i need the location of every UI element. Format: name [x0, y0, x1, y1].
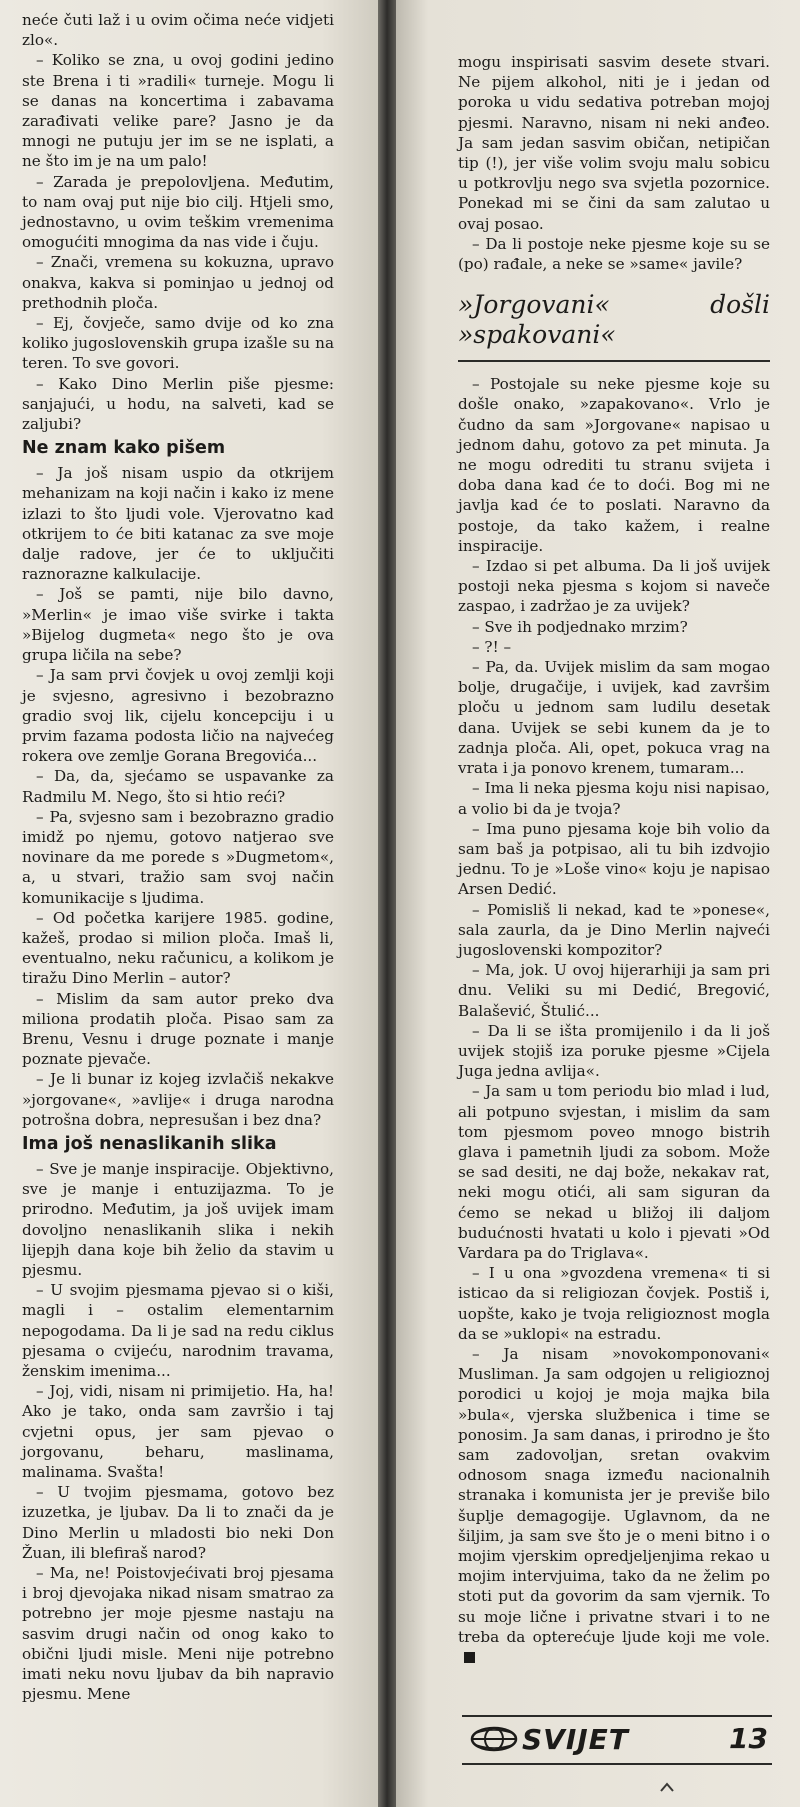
answer-paragraph: – Ja još nisam uspio da otkrijem mehanizam na koji način i kako iz mene izlazi to što ljudi vole. Vjerovatno kad otkrijem to će biti katanac za sve moje dalje radove, jer će to uključiti raznorazne kalkulacije. — [22, 464, 334, 584]
page-gutter — [378, 0, 396, 1807]
final-answer-text: – Ja nisam »novokomponovani« Musliman. Ja sam odgojen u religioznoj porodici u kojoj je moja majka bila »bula«, vjerska službenica i time se ponosim. Ja sam danas, i prirodno je što sam zadovoljan, sretan ovakvim odnosom snaga između nacionalnih stranaka i komunista jer je previše bilo šuplje demagogije. Uglavnom, da ne šiljim, ja sam sve što je o meni bitno i o mojim vjerskim opredjeljenjima rekao u mojim intervjuima, tako da ne želim po stoti put da govorim da sam vjernik. To su moje lične i privatne stvari i to ne treba da opterećuje ljude koji me vole. — [458, 1344, 770, 1646]
answer-paragraph: – Mislim da sam autor preko dva miliona prodatih ploča. Pisao sam za Brenu, Vesnu i druge poznate i manje poznate pjevače. — [22, 989, 334, 1069]
question-paragraph: – Je li bunar iz kojeg izvlačiš nekakve »jorgovane«, »avlije« i druga narodna potrošna dobra, nepresušan i bez dna? — [22, 1070, 334, 1129]
page-number: 13 — [729, 1722, 768, 1755]
section-headline: »Jorgovani« došli »spakovani« — [458, 290, 770, 362]
magazine-footer — [462, 1715, 772, 1765]
answer-paragraph: – Ima puno pjesama koje bih volio da sam baš ja potpisao, ali tu bih izdvojio jednu. To je »Loše vino« koju je napisao Arsen Dedić. — [458, 819, 770, 899]
left-article-column — [22, 10, 334, 1704]
question-paragraph: – Kako Dino Merlin piše pjesme: sanjajući, u hodu, na salveti, kad se zaljubi? — [22, 374, 334, 434]
globe-logo-icon — [470, 1726, 518, 1752]
answer-paragraph: – Ma, ne! Poistovjećivati broj pjesama i broj djevojaka nikad nisam smatrao za potrebno jer moje pjesme nastaju na sasvim drugi način od onog kako to obični ljudi misle. Meni nije potrebno imati neku novu ljubav da bih napravio pjesmu. Mene — [22, 1564, 334, 1704]
question-paragraph: – U tvojim pjesmama, gotovo bez izuzetka, je ljubav. Da li to znači da je Dino Merlin u mladosti bio neki Don Žuan, ili blefiraš narod? — [22, 1483, 334, 1562]
subheading-nenaslikane-slike: Ima još nenaslikanih slika — [22, 1133, 277, 1154]
answer-paragraph: – Ej, čovječe, samo dvije od ko zna koliko jugoslovenskih grupa izašle su na teren. To sve govori. — [22, 314, 334, 373]
answer-paragraph: – Ma, jok. U ovoj hijerarhiji ja sam pri dnu. Veliki su mi Dedić, Bregović, Balašević, Štulić... — [458, 961, 770, 1020]
right-article-column — [458, 52, 770, 1667]
answer-paragraph: – Sve ih podjednako mrzim? — [472, 617, 688, 636]
answer-paragraph: – Pa, da. Uvijek mislim da sam mogao bolje, drugačije, i uvijek, kad završim ploču u jednom sam ludilu desetak dana. Uvijek se sebi kunem da je to zadnja ploča. Ali, opet, pokuca vrag na vrata i ja ponovo krenem, tumaram... — [458, 658, 770, 778]
question-paragraph: – Ima li neka pjesma koju nisi napisao, a volio bi da je tvoja? — [458, 779, 770, 818]
question-paragraph: – U svojim pjesmama pjevaо si o kiši, magli i – ostalim elementarnim nepogodama. Da li je sad na redu ciklus pjesama o cvijeću, narodnim travama, ženskim imenima... — [22, 1281, 334, 1380]
question-paragraph: – Znači, vremena su kokuzna, upravo onakva, kakva si pominjao u jednoj od prethodnih ploča. — [22, 253, 334, 312]
answer-paragraph: – Zarada je prepolovljena. Međutim, to nam ovaj put nije bio cilj. Htjeli smo, jednostavno, u ovim teškim vremenima omogućiti mnogima da nas vide i čuju. — [22, 172, 334, 252]
answer-paragraph: – Joj, vidi, nisam ni primijetio. Ha, ha! Ako je tako, onda sam završio i taj cvjetni opus, jer sam pjevao o jorgovanu, beharu, maslinama, malinama. Svašta! — [22, 1382, 334, 1482]
question-paragraph: – Pomisliš li nekad, kad te »ponese«, sala zaurla, da je Dino Merlin najveći jugoslovenski kompozitor? — [458, 900, 770, 959]
caret-up-icon — [660, 1782, 674, 1792]
answer-paragraph: – Sve je manje inspiracije. Objektivno, sve je manje i entuzijazma. To je prirodno. Međutim, ja još uvijek imam dovoljno nenaslikanih slika i nekih lijepjh dana koje bih želio da stavim u pjesmu. — [22, 1159, 334, 1279]
magazine-brand: SVIJET — [522, 1723, 629, 1756]
answer-paragraph: – Postojale su neke pjesme koje su došle onako, »zapakovano«. Vrlo je čudno da sam »Jorgovane« napisao u jednom dahu, gotovo za pet minuta. Ja ne mogu odrediti tu stranu svijeta i doba dana kad će to doći. Bog mi ne javlja kad će to poslati. Naravno da postoje, da tako kažem, i realne inspiracije. — [458, 375, 770, 555]
subheading-ne-znam-kako-pisem: Ne znam kako pišem — [22, 438, 226, 459]
question-paragraph: – Da li postoje neke pjesme koje su se (po) rađale, a neke se »same« javile? — [458, 234, 770, 274]
question-paragraph: – Da li se išta promijenilo i da li još uvijek stojiš iza poruke pjesme »Cijela Juga jedna avlija«. — [458, 1021, 770, 1081]
question-paragraph: – Još se pamti, nije bilo davno, »Merlin« je imao više svirke i takta »Bijelog dugmeta« nego što je ova grupa ličila na sebe? — [22, 585, 334, 665]
question-paragraph: – Izdao si pet albuma. Da li još uvijek postoji neka pjesma s kojom si naveče zaspao, i zadržao je za uvijek? — [458, 557, 770, 616]
question-paragraph: – ?! – — [472, 637, 512, 656]
answer-paragraph — [458, 1344, 770, 1667]
answer-paragraph: – Ja sam u tom periodu bio mlad i lud, ali potpuno svjestan, i mislim da sam tom pjesmom poveo mnogo bistrih glava i pametnih ljudi za sobom. Može se sad desiti, ne daj bože, nekakav rat, neki mogu otići, ali sam siguran da ćemo se nekad u bližoj ili daljom budućnosti hvatati u kolo i pjevati »Od Vardara pa do Triglava«. — [458, 1082, 770, 1262]
answer-paragraph: – Pa, svjesno sam i bezobrazno gradio imidž po njemu, gotovo natjerao sve novinare da me porede s »Dugmetom«, a, u stvari, tražio sam svoj način komunikacije s ljudima. — [22, 807, 334, 907]
answer-paragraph: – Ja sam prvi čovjek u ovoj zemlji koji je svjesno, agresivno i bezobrazno gradio svoj lik, cijelu koncepciju i u prvim fazama podosta ličio na najvećeg rokera ove zemlje Gorana Bregovića... — [22, 666, 334, 766]
right-page — [396, 0, 800, 1807]
question-paragraph: – I u ona »gvozdena vremena« ti si isticao da si religiozan čovjek. Postiš i, uopšte, kako je tvoja religioznost mogla da se »uklopi« na estradu. — [458, 1264, 770, 1343]
question-paragraph: – Koliko se zna, u ovoj godini jedino ste Brena i ti »radili« turneje. Mogu li se danas na koncertima i zabavama zarađivati velike pare? Jasno je da mnogi ne putuju jer im se ne isplati, a ne što im je na um palo! — [22, 51, 334, 171]
paragraph: neće čuti laž i u ovim očima neće vidjeti zlo«. — [22, 11, 334, 50]
left-page — [0, 0, 378, 1807]
paragraph: mogu inspirisati sasvim desete stvari. Ne pijem alkohol, niti je i jedan od poroka u vidu sedativa potreban mojoj pjesmi. Naravno, nisam ni neki anđeo. Ja sam jedan sasvim običan, netipičan tip (!), jer više volim svoju malu sobicu u potkrovlju nego sva svjetla pozornice. Ponekad mi se čini da sam zalutao u ovaj posao. — [458, 53, 770, 233]
question-paragraph: – Da, da, sjećamo se uspavanke za Radmilu M. Nego, što si htio reći? — [22, 767, 334, 806]
question-paragraph: – Od početka karijere 1985. godine, kažeš, prodao si milion ploča. Imaš li, eventualno, neku računicu, a kolikom je tiražu Dino Merlin – autor? — [22, 908, 334, 988]
end-of-article-mark — [464, 1652, 475, 1663]
